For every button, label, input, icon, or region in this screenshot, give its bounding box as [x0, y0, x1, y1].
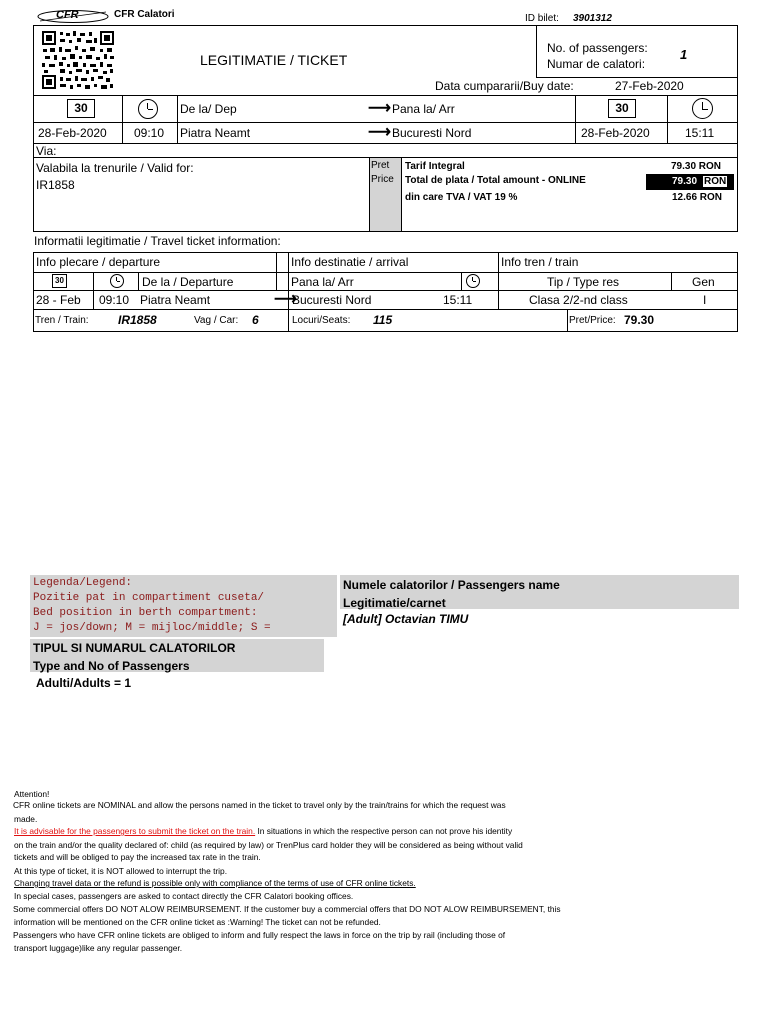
divider [536, 77, 738, 78]
types-title: TIPUL SI NUMARUL CALATORILOR [33, 641, 236, 655]
train-label: Tren / Train: [35, 315, 89, 326]
car-value: 6 [252, 313, 259, 327]
divider [536, 25, 537, 78]
divider [33, 122, 738, 123]
divider [33, 309, 738, 310]
attention-line: made. [14, 814, 38, 824]
from-column-header: De la / Departure [142, 275, 234, 289]
seats-value: 115 [373, 313, 393, 327]
arrow-right-icon: ⟶ [274, 291, 297, 308]
attention-warning: It is advisable for the passengers to submit the ticket on the train. [14, 826, 256, 836]
departure-header: Info plecare / departure [36, 255, 161, 269]
valid-train: IR1858 [36, 178, 75, 192]
gen-column-header: Gen [692, 275, 715, 289]
divider [138, 272, 139, 290]
destination-header: Info destinatie / arrival [291, 255, 409, 269]
buy-date-value: 27-Feb-2020 [615, 79, 684, 93]
attention-line-rest: In situations in which the respective person can not prove his identity [255, 826, 513, 836]
buy-date-label: Data cumpararii/Buy date: [435, 79, 574, 93]
divider [33, 290, 738, 291]
passengers-label-ro: Numar de calatori: [547, 57, 646, 71]
from-label: De la/ Dep [180, 102, 237, 116]
passengers-title: Numele calatorilor / Passengers name [343, 578, 560, 592]
arrival-date: 28-Feb-2020 [581, 126, 650, 140]
row-to: Bucuresti Nord [292, 293, 372, 307]
arrival-station: Bucuresti Nord [392, 126, 472, 140]
row-date: 28 - Feb [36, 293, 81, 307]
calendar-icon [67, 99, 95, 118]
train-value: IR1858 [118, 313, 157, 327]
tariff-value: 79.30 RON [671, 161, 722, 172]
legend-line: Bed position in berth compartment: [33, 607, 258, 619]
to-label: Pana la/ Arr [392, 102, 455, 116]
row-class: Clasa 2/2-nd class [529, 293, 628, 307]
vat-label: din care TVA / VAT 19 % [405, 192, 518, 203]
tariff-label: Tarif Integral [405, 161, 465, 172]
calendar-icon [52, 274, 67, 288]
departure-date: 28-Feb-2020 [38, 126, 107, 140]
departure-station: Piatra Neamt [180, 126, 251, 140]
car-label: Vag / Car: [194, 315, 239, 326]
attention-line: transport luggage)like any regular passenger. [14, 943, 183, 953]
valid-for-label: Valabila la trenurile / Valid for: [36, 161, 194, 175]
divider [122, 95, 123, 143]
divider [177, 95, 178, 143]
divider [671, 272, 672, 290]
calendar-icon-day: 30 [74, 101, 88, 115]
divider [461, 272, 462, 290]
divider [575, 95, 576, 143]
legend-line: Pozitie pat in compartiment cuseta/ [33, 592, 265, 604]
price-label: Pret/Price: [569, 315, 616, 326]
adults-count: Adulti/Adults = 1 [36, 676, 132, 690]
total-currency: RON [704, 176, 727, 187]
row-from: Piatra Neamt [140, 293, 211, 307]
price-value: 79.30 [624, 313, 655, 327]
vat-value: 12.66 RON [672, 192, 723, 203]
company-name: CFR Calatori [114, 9, 175, 20]
departure-time: 09:10 [134, 126, 165, 140]
via-label: Via: [36, 144, 57, 158]
attention-heading: Attention! [14, 789, 50, 799]
attention-line: Some commercial offers DO NOT ALOW REIMBURSEMENT. If the customer buy a commercial offers that DO NOT ALOW REIMBURSEMENT, this [13, 904, 561, 914]
divider [33, 95, 738, 96]
passengers-id-label: Legitimatie/carnet [343, 596, 446, 610]
price-label-ro: Pret [371, 160, 390, 171]
types-subtitle: Type and No of Passengers [33, 659, 190, 673]
passengers-count: 1 [680, 47, 688, 62]
attention-line: information will be mentioned on the CFR online ticket as :Warning! The ticket can not be refunded. [14, 917, 381, 927]
divider [567, 309, 568, 332]
attention-line: CFR online tickets are NOMINAL and allow the persons named in the ticket to travel only by the train/trains for which the request was [13, 800, 506, 810]
row-departure-time: 09:10 [99, 293, 130, 307]
row-arrival-time: 15:11 [443, 293, 473, 307]
logo-text: CFR [56, 9, 79, 21]
price-label-en: Price [371, 174, 394, 185]
ticket-title: LEGITIMATIE / TICKET [200, 52, 348, 68]
arrow-right-icon: ⟶ [368, 124, 391, 141]
ticket-id-label: ID bilet: [525, 13, 559, 24]
arrow-right-icon: ⟶ [368, 100, 391, 117]
clock-icon [138, 99, 158, 119]
seats-label: Locuri/Seats: [292, 315, 351, 326]
clock-icon [466, 274, 480, 288]
calendar-icon-day: 30 [615, 101, 629, 115]
calendar-icon-day: 30 [55, 276, 64, 285]
total-label: Total de plata / Total amount - ONLINE [405, 175, 586, 186]
total-value: 79.30 [672, 176, 698, 187]
ticket-id-value: 3901312 [573, 13, 612, 24]
travel-info-label: Informatii legitimatie / Travel ticket information: [34, 234, 281, 248]
attention-line: tickets and will be obliged to pay the increased tax rate in the train. [14, 852, 261, 862]
attention-line: In special cases, passengers are asked to contact directly the CFR Calatori booking offices. [14, 891, 354, 901]
qr-code [42, 31, 114, 89]
attention-line: Passengers who have CFR online tickets are obliged to inform and fully respect the laws in force on the trip by rail (including those of [13, 930, 506, 940]
clock-icon [110, 274, 124, 288]
divider [93, 272, 94, 309]
attention-line: on the train and/or the quality declared of: child (as required by law) or TrenPlus card holder they will be considered as being without valid [14, 840, 523, 850]
divider [33, 143, 738, 144]
cfr-logo [36, 9, 110, 24]
attention-line: Changing travel data or the refund is possible only with compliance of the terms of use of CFR online tickets. [14, 878, 416, 888]
divider [401, 157, 402, 232]
arrival-time: 15:11 [685, 126, 715, 140]
passengers-label-en: No. of passengers: [547, 41, 648, 55]
divider [276, 252, 277, 290]
train-header: Info tren / train [501, 255, 579, 269]
attention-line [14, 826, 512, 837]
divider [369, 157, 370, 232]
legend-line: Legenda/Legend: [33, 577, 133, 589]
row-gen: I [703, 293, 707, 307]
passenger-name: [Adult] Octavian TIMU [343, 612, 469, 626]
attention-line: At this type of ticket, it is NOT allowed to interrupt the trip. [14, 866, 228, 876]
divider [498, 252, 499, 309]
clock-icon [692, 98, 713, 119]
type-column-header: Tip / Type res [547, 275, 620, 289]
divider [667, 95, 668, 143]
to-column-header: Pana la/ Arr [291, 275, 354, 289]
calendar-icon [608, 99, 636, 118]
legend-line: J = jos/down; M = mijloc/middle; S = [33, 622, 271, 634]
